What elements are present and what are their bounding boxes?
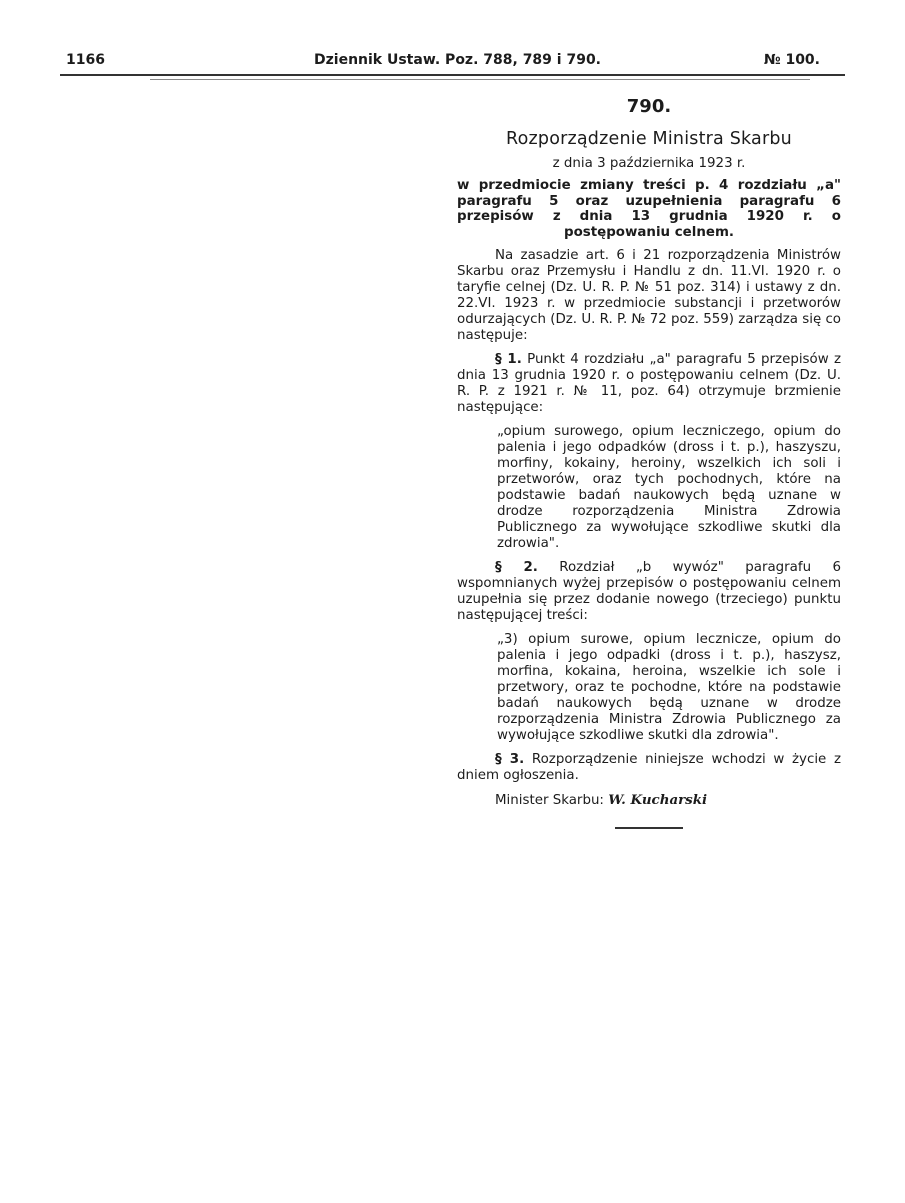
end-divider bbox=[615, 827, 683, 829]
act-number: 790. bbox=[626, 96, 672, 117]
section-1-quote: „opium surowego, opium leczniczego, opium do palenia i jego odpadków (dross i t. p.), haszyszu, morfiny, kokainy, heroiny, wszelkich ich soli i przetworów, oraz tych pochodnych, które na podstawie badań naukowych będą uznane w drodze rozporządzenia Ministra Zdrowia Publicznego za wywołujące szkodliwe skutki dla zdrowia". bbox=[497, 424, 841, 551]
signature-role: Minister Skarbu: bbox=[495, 793, 604, 808]
header-divider bbox=[60, 74, 845, 76]
signature bbox=[457, 792, 841, 809]
section-1-text: Punkt 4 rozdziału „a" paragrafu 5 przepisów z dnia 13 grudnia 1920 r. o postępowaniu celnem (Dz. U. R. P. z 1921 r. № 11, poz. 64) otrzymuje brzmienie następujące: bbox=[457, 352, 841, 415]
section-2-quote: „3) opium surowe, opium lecznicze, opium do palenia i jego odpadki (dross i t. p.), haszysz, morfina, kokaina, heroina, wszelkie ich sole i przetwory, oraz te pochodne, które na podstawie badań naukowych będą uznane w drodze rozporządzenia Ministra Zdrowia Publicznego za wywołujące szkodliwe skutki dla zdrowia". bbox=[497, 632, 841, 743]
act-preamble: Na zasadzie art. 6 i 21 rozporządzenia Ministrów Skarbu oraz Przemysłu i Handlu z dn. 11.VI. 1920 r. o taryfie celnej (Dz. U. R. P. № 51 poz. 314) i ustawy z dn. 22.VI. 1923 r. w przedmiocie substancji i przetworów odurzających (Dz. U. R. P. № 72 poz. 559) zarządza się co następuje: bbox=[457, 248, 841, 343]
act-title: Rozporządzenie Ministra Skarbu bbox=[506, 129, 792, 149]
section-1-label: § 1. bbox=[495, 352, 522, 367]
section-2-text: Rozdział „b wywóz" paragrafu 6 wspomnianych wyżej przepisów o postępowaniu celnem uzupełnia się przez dodanie nowego (trzeciego) punktu następującej treści: bbox=[457, 560, 841, 623]
page-header bbox=[66, 52, 842, 72]
section-3 bbox=[457, 752, 841, 784]
header-divider-thin bbox=[150, 79, 810, 80]
act-date: z dnia 3 października 1923 r. bbox=[552, 156, 746, 171]
issue-number: № 100. bbox=[763, 52, 820, 68]
section-3-text: Rozporządzenie niniejsze wchodzi w życie z dniem ogłoszenia. bbox=[457, 752, 841, 783]
signature-name: W. Kucharski bbox=[608, 792, 708, 808]
journal-title: Dziennik Ustaw. Poz. 788, 789 i 790. bbox=[314, 52, 601, 68]
page-number: 1166 bbox=[66, 52, 105, 68]
section-2-label: § 2. bbox=[495, 560, 538, 575]
act-subject: w przedmiocie zmiany treści p. 4 rozdziału „a" paragrafu 5 oraz uzupełnienia paragrafu 6 przepisów z dnia 13 grudnia 1920 r. o postępowaniu celnem. bbox=[457, 178, 841, 240]
act-column bbox=[457, 96, 841, 829]
section-1 bbox=[457, 352, 841, 416]
section-2 bbox=[457, 560, 841, 624]
section-3-label: § 3. bbox=[495, 752, 525, 767]
